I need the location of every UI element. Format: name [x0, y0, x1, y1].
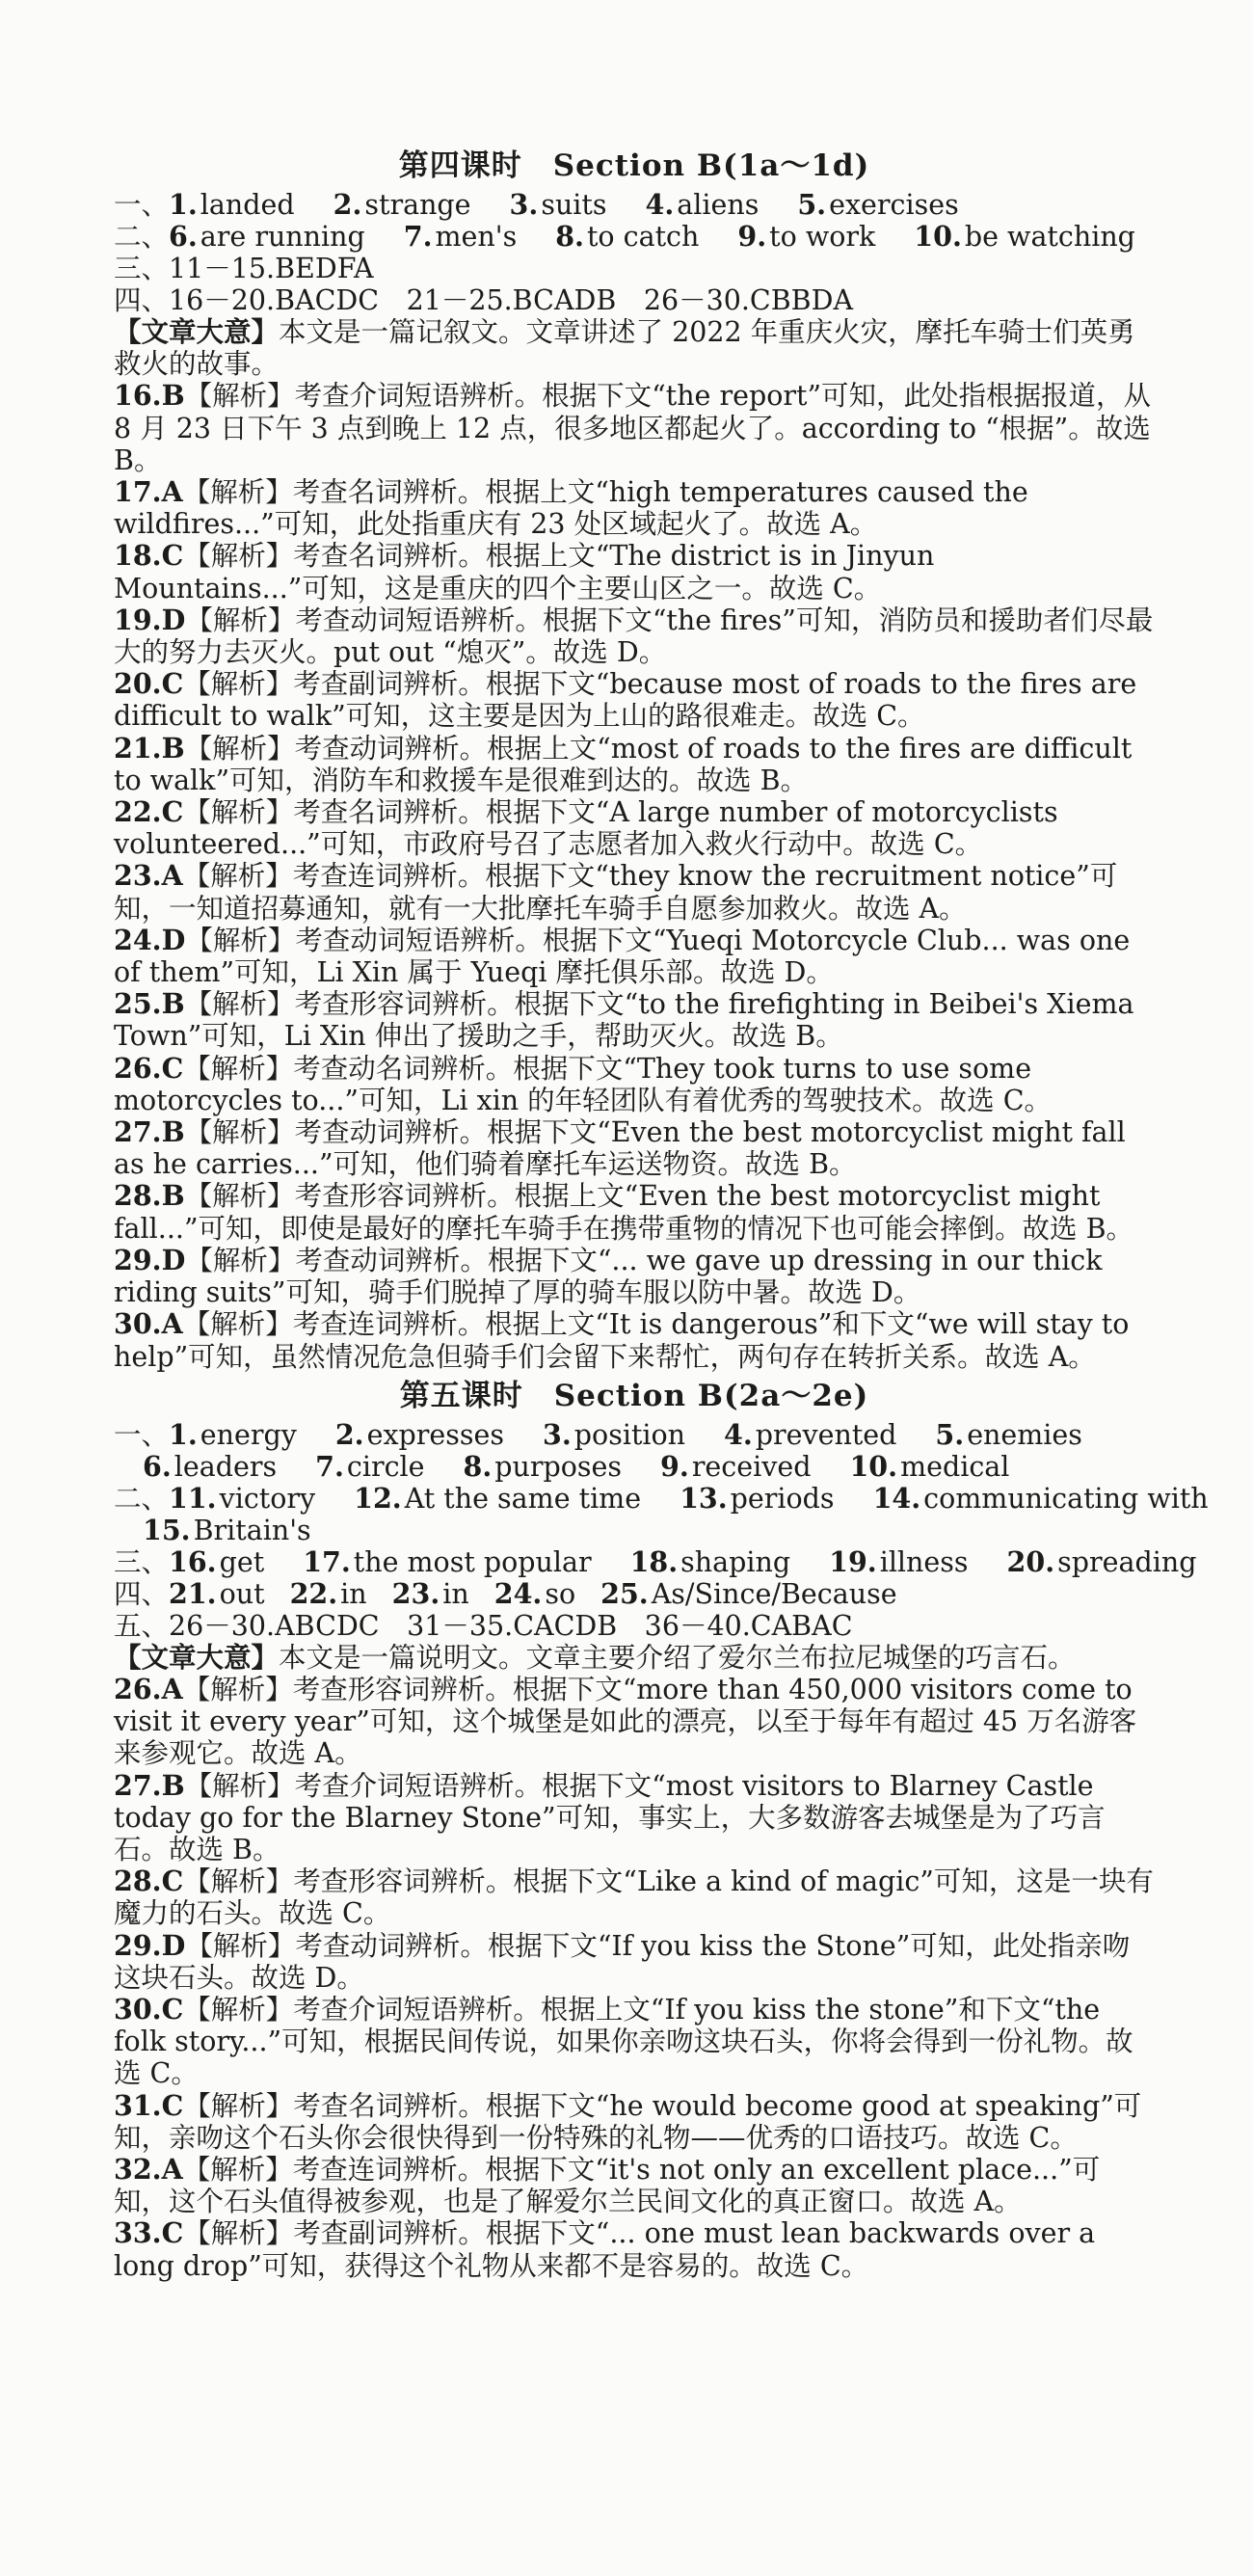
answer-text: out	[219, 1577, 265, 1610]
explanation-text: 【解析】考查连词辨析。根据上文“It is dangerous”和下文“we will stay to help”可知，虽然情况危急但骑手们会留下来帮忙，两句存在转折关系。故选 A。	[114, 1308, 1130, 1373]
explanation-text: 【解析】考查连词辨析。根据下文“it's not only an excellent place...”可知，这个石头值得被参观，也是了解爱尔兰民间文化的真正窗口。故选 A。	[114, 2153, 1101, 2218]
explanation-text: 【解析】考查动词短语辨析。根据下文“the fires”可知，消防员和援助者们尽最大的努力去灭火。put out “熄灭”。故选 D。	[114, 604, 1154, 669]
answer-sheet	[114, 143, 1209, 2282]
explanation-17	[114, 476, 1155, 540]
item-number: 28.B	[114, 1179, 185, 1213]
answer-text: the most popular	[353, 1545, 592, 1578]
lesson5-part2a	[114, 1481, 1209, 1515]
explanation-text: 【解析】考查形容词辨析。根据下文“more than 450,000 visitors come to visit it every year”可知，这个城堡是如此的漂亮，以至于每年有超过 45 万名游客来参观它。故选 A。	[114, 1673, 1137, 1770]
explanation-text: 【解析】考查介词短语辨析。根据上文“If you kiss the stone”和下文“the folk story...”可知，根据民间传说，如果你亲吻这块石头，你将会得到一份礼物。故选 C。	[114, 1993, 1133, 2090]
item-number: 5.	[935, 1417, 965, 1451]
answer-text: enemies	[967, 1418, 1082, 1451]
item-number: 19.D	[114, 603, 186, 636]
explanation-text: 【解析】考查动词辨析。根据下文“... we gave up dressing in our thick riding suits”可知，骑手们脱掉了厚的骑车服以防中暑。故选 D。	[114, 1244, 1103, 1309]
explanation-25	[114, 988, 1155, 1052]
item-number: 8.	[463, 1449, 493, 1483]
answer-text: illness	[879, 1545, 969, 1578]
item-number: 2.	[333, 188, 362, 221]
item-number: 20.	[1006, 1544, 1055, 1578]
answer-text: periods	[730, 1482, 835, 1515]
answer-text: are running	[200, 221, 365, 253]
item-number: 24.	[493, 1576, 543, 1610]
item-number: 13.	[680, 1481, 728, 1515]
explanation-text: 【解析】考查连词辨析。根据下文“they know the recruitment notice”可知，一知道招募通知，就有一大批摩托车骑手自愿参加救火。故选 A。	[114, 860, 1118, 925]
item-number: 18.	[629, 1544, 679, 1578]
item-number: 7.	[403, 220, 433, 253]
item-number: 24.D	[114, 923, 186, 956]
item-number: 8.	[555, 220, 584, 253]
lesson4-part4: 四、16－20.BACDC 21－25.BCADB 26－30.CBBDA	[114, 284, 854, 316]
lesson5-part3	[114, 1544, 1197, 1578]
item-number: 27.B	[114, 1115, 185, 1149]
item-number: 26.A	[114, 1672, 183, 1705]
explanation-text: 【解析】考查形容词辨析。根据上文“Even the best motorcyclist might fall...”可知，即使是最好的摩托车骑手在携带重物的情况下也可能会摔倒。故选 B。	[114, 1180, 1134, 1245]
item-number: 9.	[660, 1449, 689, 1483]
answer-text: strange	[364, 189, 471, 221]
part-label: 一、	[114, 1418, 170, 1451]
part-label: 一、	[114, 189, 170, 221]
item-number: 4.	[645, 188, 675, 221]
item-number: 19.	[829, 1544, 877, 1578]
item-number: 6.	[169, 220, 198, 253]
summary-text: 本文是一篇说明文。文章主要介绍了爱尔兰布拉尼城堡的巧言石。	[279, 1641, 1076, 1674]
explanation-30b	[114, 1994, 1155, 2090]
item-number: 2.	[334, 1417, 364, 1451]
lesson5-part1a	[114, 1419, 1155, 1451]
item-number: 22.C	[114, 795, 184, 829]
item-number: 28.C	[114, 1865, 184, 1898]
item-number: 32.A	[114, 2152, 183, 2186]
item-number: 21.	[169, 1576, 217, 1610]
lesson5-part2b	[114, 1515, 1155, 1546]
explanation-text: 【解析】考查形容词辨析。根据下文“to the firefighting in Beibei's Xiema Town”可知，Li Xin 伸出了援助之手，帮助灭火。故选 B。	[114, 988, 1134, 1053]
answer-text: expresses	[366, 1418, 505, 1451]
item-number: 12.	[354, 1481, 402, 1515]
item-number: 7.	[315, 1449, 344, 1483]
item-number: 25.	[600, 1576, 649, 1610]
explanation-text: 【解析】考查动名词辨析。根据下文“They took turns to use some motorcycles to...”可知，Li xin 的年轻团队有着优秀的驾驶技术。故选 C。	[114, 1052, 1053, 1116]
item-number: 11.	[169, 1481, 217, 1515]
explanation-text: 【解析】考查名词辨析。根据下文“he would become good at speaking”可知，亲吻这个石头你会很快得到一份特殊的礼物——优秀的口语技巧。故选 C。	[114, 2089, 1142, 2154]
answer-text: aliens	[677, 189, 760, 221]
part-label: 三、	[114, 1545, 170, 1578]
item-number: 22.	[289, 1576, 338, 1610]
answer-text: shaping	[680, 1545, 791, 1578]
explanation-32	[114, 2154, 1155, 2217]
item-number: 26.C	[114, 1051, 184, 1085]
answer-text: received	[691, 1450, 812, 1483]
item-number: 16.B	[114, 379, 185, 413]
lesson5-title: 第五课时 Section B(2a～2e)	[399, 1378, 869, 1413]
answer-text: Britain's	[193, 1514, 311, 1546]
item-number: 23.A	[114, 859, 183, 893]
answer-text: victory	[219, 1482, 316, 1515]
explanation-29b	[114, 1930, 1155, 1994]
item-number: 9.	[737, 220, 767, 253]
answer-text: communicating with	[923, 1482, 1209, 1515]
explanation-30	[114, 1308, 1155, 1372]
explanation-18	[114, 540, 1155, 604]
explanation-text: 【解析】考查动词短语辨析。根据下文“Yueqi Motorcycle Club... was one of them”可知，Li Xin 属于 Yueqi 摩托俱乐部。故选 D。	[114, 924, 1131, 989]
item-number: 30.C	[114, 1992, 184, 2026]
item-number: 20.C	[114, 667, 184, 701]
item-number: 4.	[724, 1417, 753, 1451]
summary-tag: 【文章大意】	[114, 315, 280, 348]
answer-text: leaders	[173, 1450, 278, 1483]
explanation-26b	[114, 1674, 1155, 1770]
lesson5-part5: 五、26－30.ABCDC 31－35.CACDB 36－40.CABAC	[114, 1609, 853, 1642]
answer-text: so	[545, 1577, 576, 1610]
explanation-text: 【解析】考查介词短语辨析。根据下文“the report”可知，此处指根据报道，从 8 月 23 日下午 3 点到晚上 12 点，很多地区都起火了。according to “根据”。故选 B。	[114, 380, 1152, 476]
item-number: 29.D	[114, 1243, 186, 1276]
summary-tag: 【文章大意】	[114, 1640, 280, 1674]
part-label: 四、	[114, 1577, 170, 1610]
item-number: 33.C	[114, 2216, 184, 2250]
explanation-20	[114, 668, 1155, 732]
answer-text: in	[340, 1577, 367, 1610]
explanation-31	[114, 2090, 1155, 2154]
answer-text: landed	[200, 189, 295, 221]
lesson5-part4	[114, 1578, 1155, 1610]
item-number: 14.	[872, 1481, 921, 1515]
answer-text: purposes	[494, 1450, 623, 1483]
item-number: 10.	[914, 220, 962, 253]
item-number: 21.B	[114, 731, 185, 765]
explanation-text: 【解析】考查副词辨析。根据下文“because most of roads to the fires are difficult to walk”可知，这主要是因为上山的路很难走。故选 C。	[114, 668, 1137, 733]
item-number: 31.C	[114, 2088, 184, 2122]
explanation-text: 【解析】考查介词短语辨析。根据下文“most visitors to Blarney Castle today go for the Blarney Stone”可知，事实上，大多数游客去城堡是为了巧言石。故选 B。	[114, 1769, 1106, 1865]
explanation-text: 【解析】考查动词辨析。根据上文“most of roads to the fires are difficult to walk”可知，消防车和救援车是很难到达的。故选 B。	[114, 732, 1133, 796]
explanation-33	[114, 2217, 1155, 2281]
item-number: 30.A	[114, 1307, 183, 1341]
answer-text: At the same time	[404, 1482, 642, 1515]
explanation-29	[114, 1245, 1155, 1308]
lesson4-title: 第四课时 Section B(1a～1d)	[398, 148, 870, 183]
explanation-27b	[114, 1770, 1155, 1866]
explanation-28b	[114, 1865, 1155, 1929]
answer-text: spreading	[1057, 1545, 1197, 1578]
explanation-22	[114, 796, 1155, 860]
item-number: 1.	[169, 1417, 198, 1451]
answer-text: energy	[200, 1418, 297, 1451]
part-label: 二、	[114, 221, 170, 253]
explanation-text: 【解析】考查形容词辨析。根据下文“Like a kind of magic”可知，这是一块有魔力的石头。故选 C。	[114, 1865, 1154, 1930]
lesson5-summary	[114, 1642, 1155, 1674]
explanation-27	[114, 1116, 1155, 1180]
answer-text: in	[442, 1577, 469, 1610]
lesson5-part1b	[114, 1451, 1155, 1483]
lesson4-part3: 三、11－15.BEDFA	[114, 253, 374, 284]
answer-text: to work	[769, 221, 876, 253]
answer-text: position	[573, 1418, 686, 1451]
lesson4-part2	[114, 221, 1155, 253]
answer-text: prevented	[755, 1418, 897, 1451]
lesson4-part1	[114, 189, 1155, 221]
explanation-21	[114, 733, 1155, 796]
item-number: 10.	[849, 1449, 898, 1483]
explanation-26	[114, 1053, 1155, 1116]
item-number: 1.	[169, 188, 198, 221]
answer-text: suits	[541, 189, 607, 221]
answer-text: men's	[435, 221, 518, 253]
explanation-16	[114, 380, 1155, 476]
explanation-text: 【解析】考查副词辨析。根据下文“... one must lean backwards over a long drop”可知，获得这个礼物从来都不是容易的。故选 C。	[114, 2217, 1096, 2282]
item-number: 3.	[509, 188, 539, 221]
explanation-text: 【解析】考查名词辨析。根据上文“The district is in Jinyun Mountains...”可知，这是重庆的四个主要山区之一。故选 C。	[114, 540, 935, 604]
answer-text: get	[219, 1545, 265, 1578]
summary-text: 本文是一篇记叙文。文章讲述了 2022 年重庆火灾，摩托车骑士们英勇救火的故事。	[114, 316, 1135, 381]
answer-text: As/Since/Because	[651, 1577, 897, 1610]
item-number: 29.D	[114, 1928, 186, 1962]
explanation-text: 【解析】考查名词辨析。根据上文“high temperatures caused the wildfires...”可知，此处指重庆有 23 处区域起火了。故选 A。	[114, 476, 1028, 541]
explanation-text: 【解析】考查动词辨析。根据下文“If you kiss the Stone”可知，此处指亲吻这块石头。故选 D。	[114, 1929, 1131, 1994]
answer-text: exercises	[829, 189, 959, 221]
item-number: 27.B	[114, 1768, 185, 1802]
item-number: 17.	[303, 1544, 351, 1578]
item-number: 15.	[143, 1513, 191, 1546]
part-label: 二、	[114, 1482, 170, 1515]
item-number: 23.	[391, 1576, 440, 1610]
lesson4-summary	[114, 316, 1155, 380]
answer-text: circle	[346, 1450, 425, 1483]
explanation-text: 【解析】考查名词辨析。根据下文“A large number of motorcyclists volunteered...”可知，市政府号召了志愿者加入救火行动中。故选 C。	[114, 796, 1058, 861]
explanation-28	[114, 1180, 1155, 1244]
answer-text: be watching	[964, 221, 1135, 253]
explanation-text: 【解析】考查动词辨析。根据下文“Even the best motorcyclist might fall as he carries...”可知，他们骑着摩托车运送物资。故选 B。	[114, 1116, 1126, 1181]
item-number: 5.	[797, 188, 827, 221]
item-number: 3.	[543, 1417, 572, 1451]
item-number: 16.	[169, 1544, 217, 1578]
explanation-24	[114, 925, 1155, 988]
answer-text: to catch	[586, 221, 700, 253]
item-number: 25.B	[114, 987, 185, 1021]
item-number: 6.	[143, 1449, 172, 1483]
item-number: 18.C	[114, 539, 184, 573]
item-number: 17.A	[114, 475, 183, 509]
explanation-19	[114, 604, 1155, 668]
explanation-23	[114, 860, 1155, 924]
answer-text: medical	[900, 1450, 1010, 1483]
